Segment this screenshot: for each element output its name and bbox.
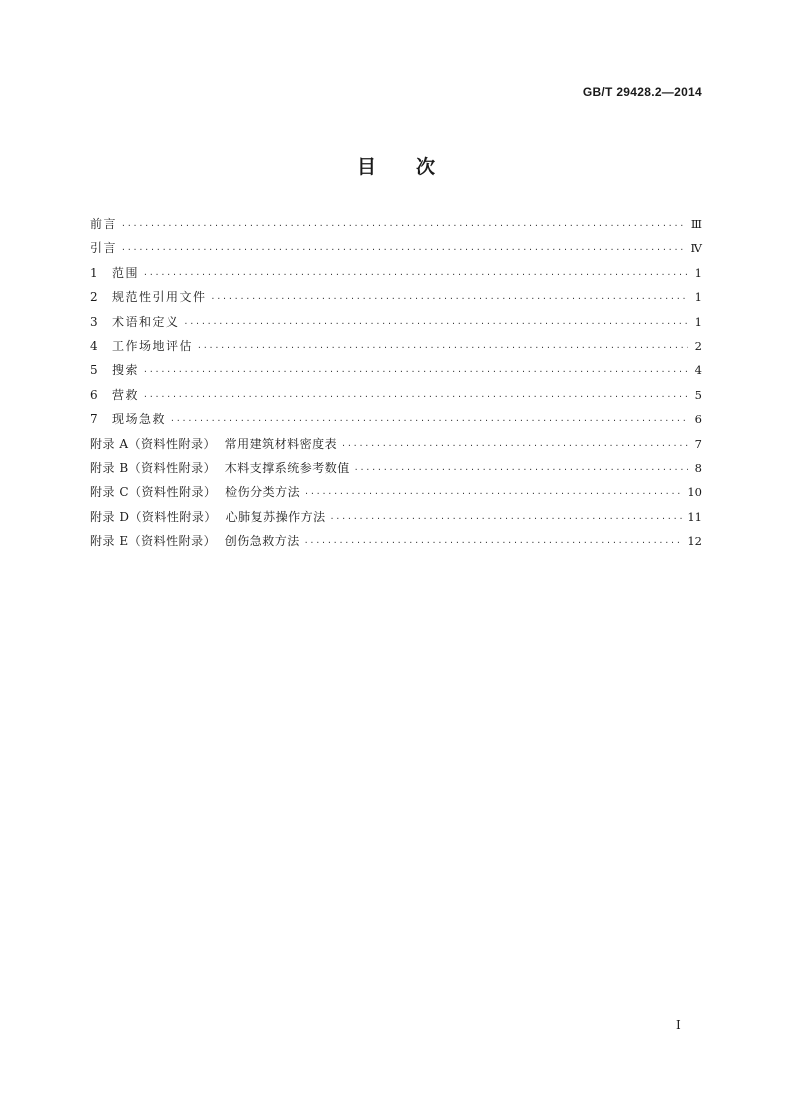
page-title: 目次 bbox=[356, 156, 475, 178]
toc-dot-leader bbox=[170, 416, 688, 425]
toc-entry-label: 附录 C（资料性附录） 检伤分类方法 bbox=[90, 485, 301, 500]
toc-entry-label: 营救 bbox=[112, 387, 140, 402]
toc-entry-label: 范围 bbox=[112, 265, 140, 280]
toc-dot-leader bbox=[184, 319, 688, 328]
toc-entry[interactable] bbox=[90, 435, 702, 459]
toc-entry-label: 附录 A（资料性附录） 常用建筑材料密度表 bbox=[90, 436, 338, 451]
toc-entry-page: 10 bbox=[687, 485, 702, 500]
toc-entry-label: 搜索 bbox=[112, 363, 140, 378]
toc-entry[interactable] bbox=[90, 532, 702, 556]
toc-entry[interactable] bbox=[90, 386, 702, 410]
toc-entry-label: 现场急救 bbox=[112, 412, 167, 427]
toc-dot-leader bbox=[143, 392, 688, 401]
toc-dot-leader bbox=[330, 514, 684, 523]
toc-entry-label: 前言 bbox=[90, 217, 118, 231]
toc-dot-leader bbox=[143, 367, 688, 376]
standard-number: GB/T 29428.2—2014 bbox=[582, 85, 702, 99]
toc-entry-label: 附录 E（资料性附录） 创伤急救方法 bbox=[90, 534, 300, 549]
toc-entry-label: 附录 B（资料性附录） 木料支撑系统参考数值 bbox=[90, 460, 350, 475]
toc-entry-page: Ⅳ bbox=[690, 241, 702, 256]
toc-entry-page: 6 bbox=[694, 412, 702, 427]
toc-dot-leader bbox=[143, 270, 688, 279]
toc-entry-page: 11 bbox=[687, 509, 702, 524]
toc-entry-page: 5 bbox=[694, 387, 702, 402]
toc-entry-label: 引言 bbox=[90, 241, 118, 256]
toc-entry[interactable] bbox=[90, 483, 702, 507]
toc-entry-page: 8 bbox=[694, 460, 702, 475]
toc-entry-page: 1 bbox=[694, 265, 702, 280]
toc-entry[interactable] bbox=[90, 239, 702, 263]
toc-entry-number: 1 bbox=[90, 265, 98, 280]
toc-entry-number: 3 bbox=[90, 314, 98, 329]
toc-dot-leader bbox=[211, 294, 688, 303]
toc-entry[interactable] bbox=[90, 313, 702, 337]
toc-entry-label: 工作场地评估 bbox=[112, 338, 194, 353]
toc-entry[interactable] bbox=[90, 508, 702, 532]
toc-entry-page: 4 bbox=[694, 363, 702, 378]
toc-entry-number: 7 bbox=[90, 412, 98, 427]
toc-entry[interactable] bbox=[90, 264, 702, 288]
toc-dot-leader bbox=[354, 465, 688, 474]
toc-entry-number: 5 bbox=[90, 363, 98, 378]
table-of-contents bbox=[90, 215, 702, 556]
toc-entry-label: 术语和定义 bbox=[112, 314, 180, 329]
toc-entry-label: 附录 D（资料性附录） 心肺复苏操作方法 bbox=[90, 509, 326, 524]
toc-dot-leader bbox=[121, 221, 687, 230]
toc-dot-leader bbox=[304, 538, 684, 547]
toc-entry-number: 6 bbox=[90, 387, 98, 402]
toc-entry-page: 7 bbox=[694, 436, 702, 451]
toc-entry-page: 12 bbox=[687, 534, 702, 549]
toc-dot-leader bbox=[304, 489, 683, 498]
toc-dot-leader bbox=[341, 441, 688, 450]
toc-entry-page: 2 bbox=[694, 338, 702, 353]
toc-entry-page: 1 bbox=[694, 290, 702, 305]
toc-entry-number: 2 bbox=[90, 290, 98, 305]
toc-entry[interactable] bbox=[90, 215, 702, 239]
toc-dot-leader bbox=[197, 343, 688, 352]
toc-dot-leader bbox=[121, 245, 686, 254]
toc-entry[interactable] bbox=[90, 337, 702, 361]
page-number: I bbox=[676, 1018, 681, 1032]
toc-entry-label: 规范性引用文件 bbox=[112, 290, 207, 305]
toc-entry[interactable] bbox=[90, 410, 702, 434]
toc-entry[interactable] bbox=[90, 459, 702, 483]
toc-entry-page: Ⅲ bbox=[690, 217, 702, 231]
toc-entry-number: 4 bbox=[90, 338, 98, 353]
toc-entry-page: 1 bbox=[694, 314, 702, 329]
toc-entry[interactable] bbox=[90, 288, 702, 312]
toc-entry[interactable] bbox=[90, 361, 702, 385]
